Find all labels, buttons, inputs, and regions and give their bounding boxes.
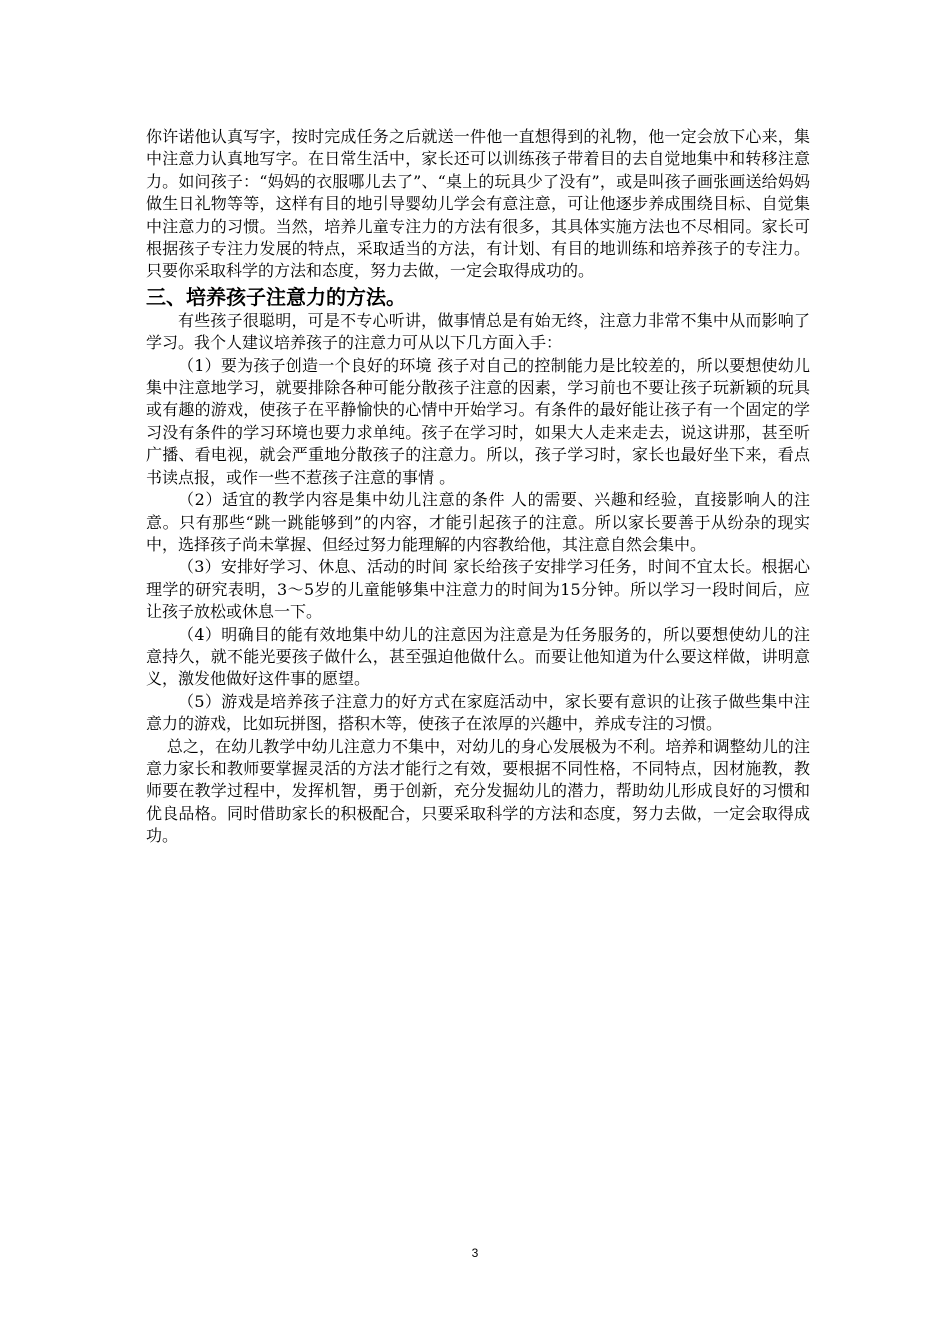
section-heading: 三、培养孩子注意力的方法。 xyxy=(146,284,406,309)
paragraph-point-2: （2）适宜的教学内容是集中幼儿注意的条件 人的需要、兴趣和经验，直接影响人的注意。只有那些“跳一跳能够到”的内容，才能引起孩子的注意。所以家长要善于从纷杂的现实中，选择孩子尚未掌握、但经过努力能理解的内容教给他，其注意自然会集中。 xyxy=(146,490,810,554)
paragraph-point-1: （1）要为孩子创造一个良好的环境 孩子对自己的控制能力是比较差的，所以要想使幼儿集中注意地学习，就要排除各种可能分散孩子注意的因素，学习前也不要让孩子玩新颖的玩具或有趣的游戏，使孩子在平静愉快的心情中开始学习。有条件的最好能让孩子有一个固定的学习没有条件的学习环境也要力求单纯。孩子在学习时，如果大人走来走去，说这讲那，甚至听广播、看电视，就会严重地分散孩子的注意力。所以，孩子学习时，家长也最好坐下来，看点书读点报，或作一些不惹孩子注意的事情 。 xyxy=(146,355,810,487)
paragraph-point-3: （3）安排好学习、休息、活动的时间 家长给孩子安排学习任务，时间不宜太长。根据心理学的研究表明，3～5岁的儿童能够集中注意力的时间为15分钟。所以学习一段时间后，应让孩子放松或休息一下。 xyxy=(146,557,810,622)
paragraph-intro: 有些孩子很聪明，可是不专心听讲，做事情总是有始无终，注意力非常不集中从而影响了学习。我个人建议培养孩子的注意力可从以下几方面入手： xyxy=(146,310,810,353)
document-body xyxy=(146,126,810,848)
paragraph-point-4: （4）明确目的能有效地集中幼儿的注意因为注意是为任务服务的，所以要想使幼儿的注意持久，就不能光要孩子做什么，甚至强迫他做什么。而要让他知道为什么要这样做，讲明意义，激发他做好这件事的愿望。 xyxy=(146,624,810,689)
page-number: 3 xyxy=(471,1246,479,1260)
paragraph-conclusion: 总之，在幼儿教学中幼儿注意力不集中，对幼儿的身心发展极为不利。培养和调整幼儿的注意力家长和教师要掌握灵活的方法才能行之有效，要根据不同性格，不同特点，因材施教，教师要在教学过程中，发挥机智，勇于创新，充分发掘幼儿的潜力，帮助幼儿形成良好的习惯和优良品格。同时借助家长的积极配合，只要采取科学的方法和态度，努力去做，一定会取得成功。 xyxy=(146,736,810,846)
paragraph-continued: 你许诺他认真写字，按时完成任务之后就送一件他一直想得到的礼物，他一定会放下心来，集中注意力认真地写字。在日常生活中，家长还可以训练孩子带着目的去自觉地集中和转移注意力。如问孩子：“妈妈的衣服哪儿去了”、“桌上的玩具少了没有”，或是叫孩子画张画送给妈妈做生日礼物等等，这样有目的地引导婴幼儿学会有意注意，可让他逐步养成围绕目标、自觉集中注意力的习惯。当然，培养儿童专注力的方法有很多，其具体实施方法也不尽相同。家长可根据孩子专注力发展的特点，采取适当的方法，有计划、有目的地训练和培养孩子的专注力。只要你采取科学的方法和态度，努力去做，一定会取得成功的。 xyxy=(146,127,810,281)
paragraph-point-5: （5）游戏是培养孩子注意力的好方式在家庭活动中，家长要有意识的让孩子做些集中注意力的游戏，比如玩拼图，搭积木等，使孩子在浓厚的兴趣中，养成专注的习惯。 xyxy=(146,691,810,734)
